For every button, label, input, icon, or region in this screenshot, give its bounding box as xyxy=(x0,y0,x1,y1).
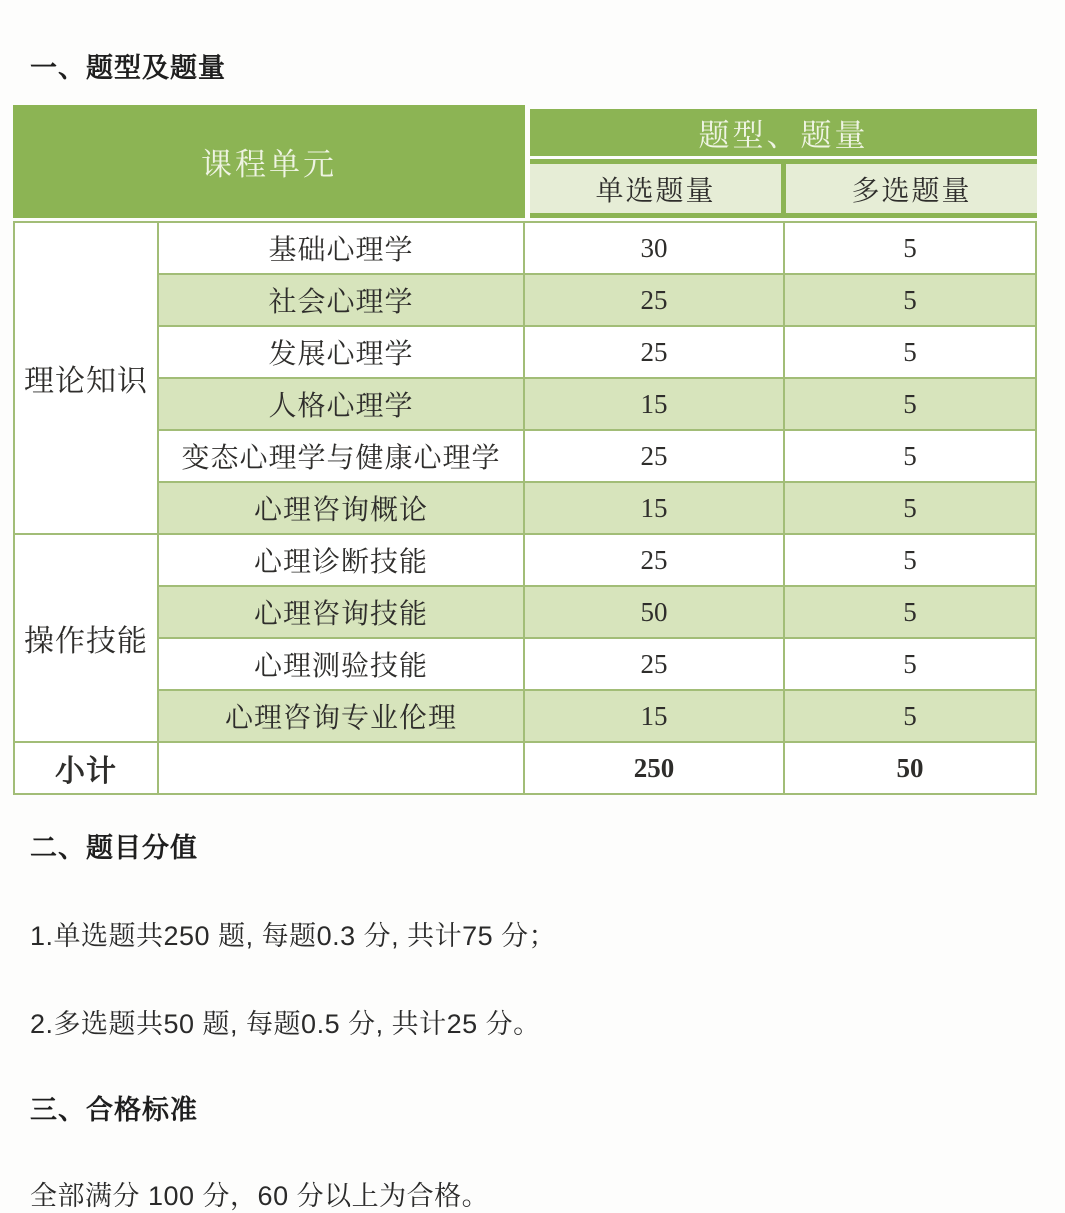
single-count-cell: 15 xyxy=(525,379,783,429)
header-multi-col: 多选题量 xyxy=(786,164,1037,213)
multi-count-cell: 5 xyxy=(785,535,1035,585)
unit-cell: 心理诊断技能 xyxy=(159,535,523,585)
multi-count-cell: 5 xyxy=(785,483,1035,533)
single-count-cell: 50 xyxy=(525,587,783,637)
header-type-qty: 题型、题量 xyxy=(530,109,1037,156)
subtotal-multi-cell: 50 xyxy=(785,743,1035,793)
unit-cell: 心理咨询专业伦理 xyxy=(159,691,523,741)
header-right-block xyxy=(530,105,1037,218)
multi-count-cell: 5 xyxy=(785,327,1035,377)
multi-count-cell: 5 xyxy=(785,587,1035,637)
unit-cell: 心理咨询技能 xyxy=(159,587,523,637)
single-choice-score-text: 1.单选题共250 题, 每题0.3 分, 共计75 分； xyxy=(30,921,557,951)
header-course-unit: 课程单元 xyxy=(13,105,525,218)
section3-heading: 三、合格标准 xyxy=(30,1095,198,1125)
single-count-cell: 30 xyxy=(525,223,783,273)
unit-cell: 基础心理学 xyxy=(159,223,523,273)
single-count-cell: 25 xyxy=(525,327,783,377)
unit-cell: 心理测验技能 xyxy=(159,639,523,689)
subtotal-label-cell: 小计 xyxy=(15,743,157,793)
group-cell-theory: 理论知识 xyxy=(15,223,157,533)
single-count-cell: 15 xyxy=(525,691,783,741)
single-count-cell: 25 xyxy=(525,431,783,481)
unit-cell: 社会心理学 xyxy=(159,275,523,325)
single-count-cell: 25 xyxy=(525,275,783,325)
single-count-cell: 25 xyxy=(525,535,783,585)
section1-heading: 一、题型及题量 xyxy=(30,53,226,83)
multi-count-cell: 5 xyxy=(785,431,1035,481)
header-single-col: 单选题量 xyxy=(530,164,781,213)
header-subrow xyxy=(530,159,1037,218)
multi-count-cell: 5 xyxy=(785,223,1035,273)
unit-cell: 心理咨询概论 xyxy=(159,483,523,533)
multi-count-cell: 5 xyxy=(785,691,1035,741)
multi-choice-score-text: 2.多选题共50 题, 每题0.5 分, 共计25 分。 xyxy=(30,1009,541,1039)
unit-cell: 人格心理学 xyxy=(159,379,523,429)
multi-count-cell: 5 xyxy=(785,379,1035,429)
subtotal-single-cell: 250 xyxy=(525,743,783,793)
subtotal-empty-cell xyxy=(159,743,523,793)
single-count-cell: 25 xyxy=(525,639,783,689)
table-body xyxy=(13,221,1037,795)
table-header xyxy=(13,105,1037,218)
multi-count-cell: 5 xyxy=(785,639,1035,689)
unit-cell: 发展心理学 xyxy=(159,327,523,377)
unit-cell: 变态心理学与健康心理学 xyxy=(159,431,523,481)
single-count-cell: 15 xyxy=(525,483,783,533)
multi-count-cell: 5 xyxy=(785,275,1035,325)
group-cell-skills: 操作技能 xyxy=(15,535,157,741)
passing-standard-text: 全部满分 100 分，60 分以上为合格。 xyxy=(30,1181,490,1211)
exam-structure-table xyxy=(13,105,1037,795)
section2-heading: 二、题目分值 xyxy=(30,833,198,863)
